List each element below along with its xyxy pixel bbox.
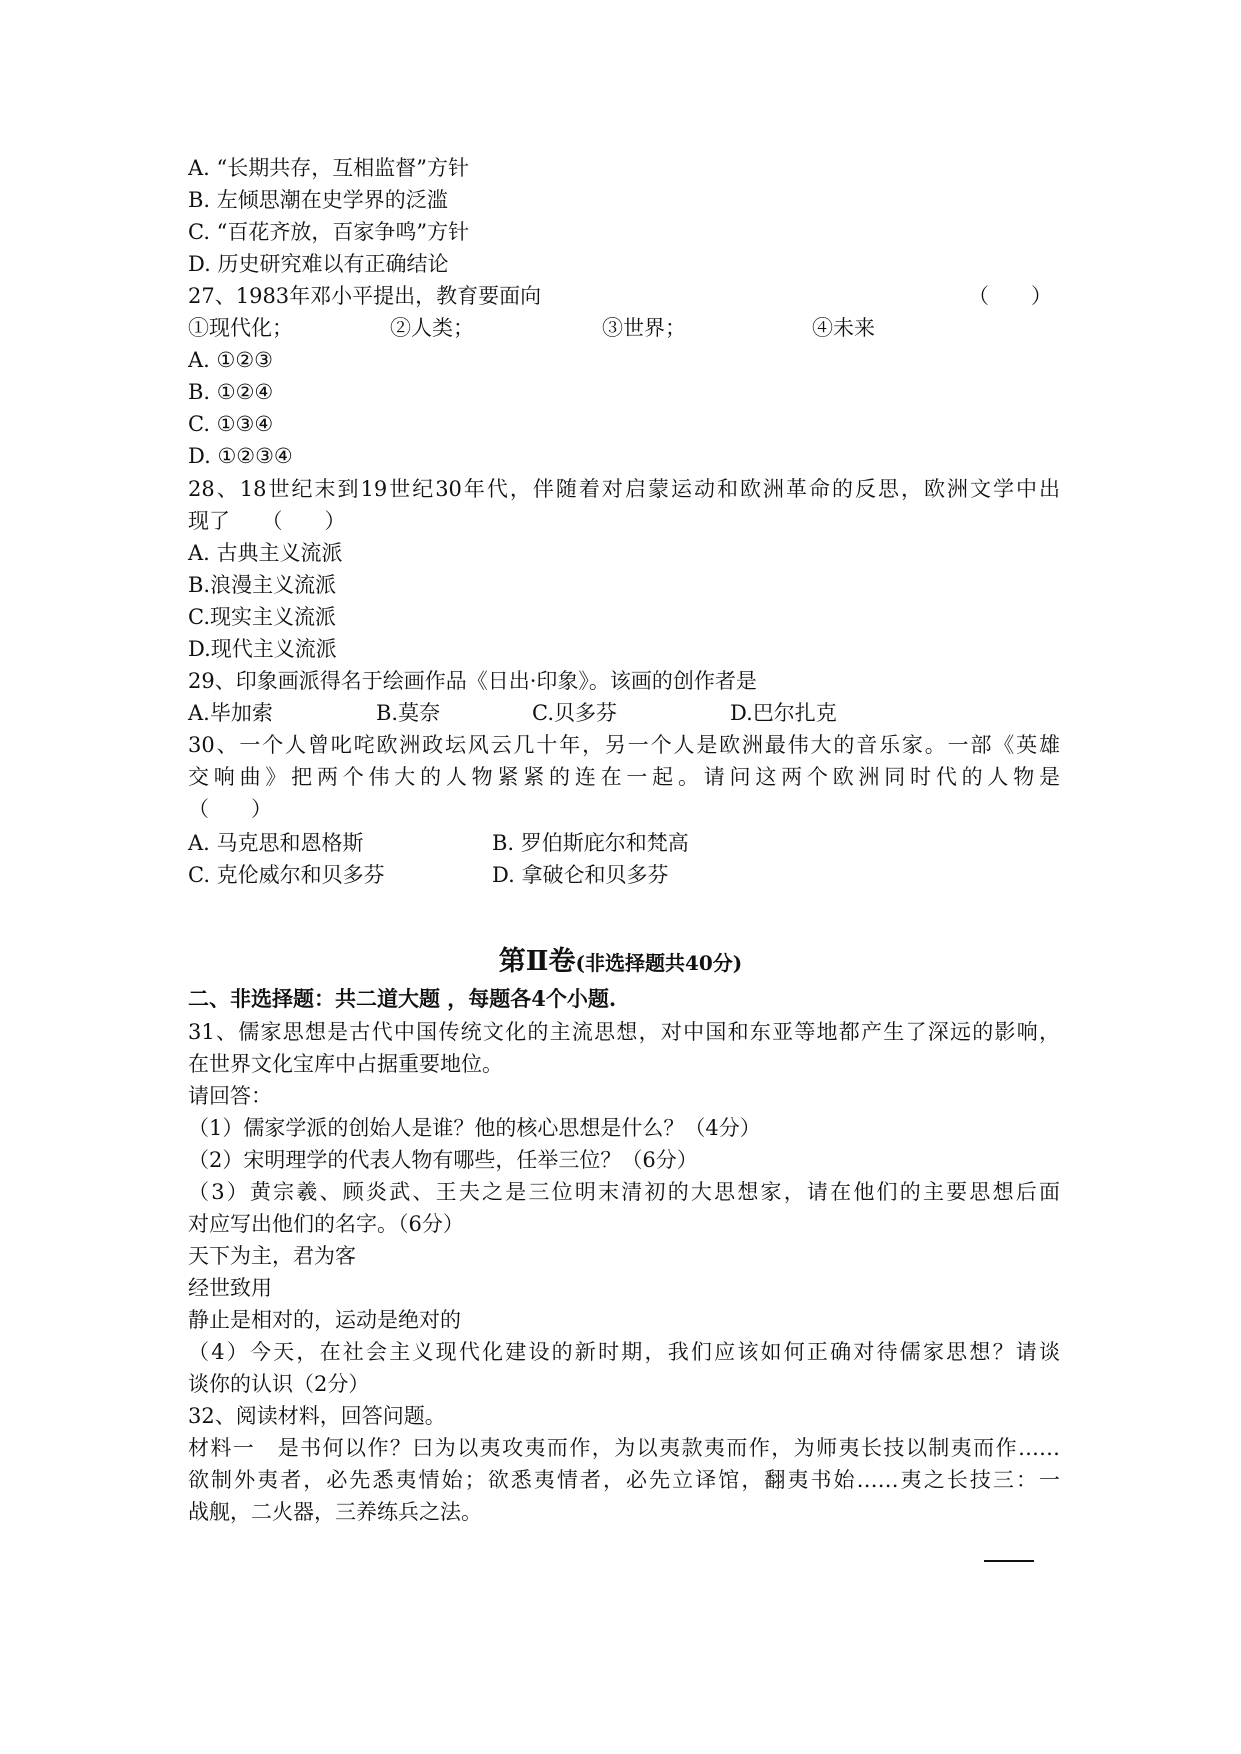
q31-sub3-line2: 对应写出他们的名字。（6分） xyxy=(188,1212,464,1236)
q31-sub2: （2）宋明理学的代表人物有哪些，任举三位？（6分） xyxy=(188,1148,698,1172)
q26-option-a: A. “长期共存，互相监督”方针 xyxy=(188,156,469,180)
q28-option-d: D.现代主义流派 xyxy=(188,637,337,661)
q28-option-b: B.浪漫主义流派 xyxy=(188,573,337,597)
part-title xyxy=(0,942,1241,983)
part-title-subtitle: (非选择题共40分) xyxy=(575,951,743,975)
q31-stem-line1: 31、儒家思想是古代中国传统文化的主流思想，对中国和东亚等地都产生了深远的影响， xyxy=(188,1020,1060,1044)
q30-option-a: A. 马克思和恩格斯 xyxy=(188,831,364,855)
q32-stem: 32、阅读材料，回答问题。 xyxy=(188,1404,446,1428)
q26-option-d: D. 历史研究难以有正确结论 xyxy=(188,252,449,276)
q29-option-c: C.贝多芬 xyxy=(532,701,617,725)
q29-option-b: B.莫奈 xyxy=(376,701,441,725)
attribution-dash xyxy=(984,1560,1034,1562)
q27-item-1: ①现代化； xyxy=(188,316,293,340)
q27-option-d: D. ①②③④ xyxy=(188,444,293,468)
section-heading: 二、非选择题：共二道大题 ，每题各4个小题. xyxy=(188,986,617,1011)
q28-stem-line1: 28、18世纪末到19世纪30年代，伴随着对启蒙运动和欧洲革命的反思，欧洲文学中出 xyxy=(188,477,1060,501)
q31-sub4-line2: 谈你的认识（2分） xyxy=(188,1372,370,1396)
q30-option-c: C. 克伦威尔和贝多芬 xyxy=(188,863,385,887)
q30-option-d: D. 拿破仑和贝多芬 xyxy=(492,863,669,887)
q28-option-a: A. 古典主义流派 xyxy=(188,541,343,565)
q31-stem-line2: 在世界文化宝库中占据重要地位。 xyxy=(188,1052,503,1076)
q31-sub1: （1）儒家学派的创始人是谁？他的核心思想是什么？（4分） xyxy=(188,1116,761,1140)
q30-answer-paren: （ ） xyxy=(188,797,272,821)
q29-stem: 29、印象画派得名于绘画作品《日出·印象》。该画的创作者是 xyxy=(188,669,757,693)
q32-material-line1: 材料一 是书何以作？曰为以夷攻夷而作，为以夷款夷而作，为师夷长技以制夷而作…… xyxy=(188,1436,1060,1460)
q27-option-a: A. ①②③ xyxy=(188,348,273,372)
q28-option-c: C.现实主义流派 xyxy=(188,605,336,629)
q27-option-c: C. ①③④ xyxy=(188,412,274,436)
q27-stem: 27、1983年邓小平提出，教育要面向 xyxy=(188,284,542,308)
q29-option-a: A.毕加索 xyxy=(188,701,273,725)
q31-prompt: 请回答： xyxy=(188,1084,272,1108)
q30-option-b: B. 罗伯斯庇尔和梵高 xyxy=(492,831,689,855)
q30-stem-line1: 30、一个人曾叱咤欧洲政坛风云几十年，另一个人是欧洲最伟大的音乐家。一部《英雄 xyxy=(188,733,1060,757)
q31-sub4-line1: （4）今天，在社会主义现代化建设的新时期，我们应该如何正确对待儒家思想？请谈 xyxy=(188,1340,1060,1364)
q27-item-4: ④未来 xyxy=(812,316,875,340)
q32-material-line2: 欲制外夷者，必先悉夷情始；欲悉夷情者，必先立译馆，翻夷书始……夷之长技三：一 xyxy=(188,1468,1060,1492)
q31-thought-1: 天下为主，君为客 xyxy=(188,1244,356,1268)
q26-option-b: B. 左倾思潮在史学界的泛滥 xyxy=(188,188,448,212)
q26-option-c: C. “百花齐放，百家争鸣”方针 xyxy=(188,220,470,244)
q27-option-b: B. ①②④ xyxy=(188,380,274,404)
q27-item-3: ③世界； xyxy=(602,316,686,340)
q31-thought-3: 静止是相对的，运动是绝对的 xyxy=(188,1308,461,1332)
q30-stem-line2: 交响曲》把两个伟大的人物紧紧的连在一起。请问这两个欧洲同时代的人物是 xyxy=(188,765,1060,789)
part-title-main: 第Ⅱ卷 xyxy=(498,946,576,977)
q31-sub3-line1: （3）黄宗羲、顾炎武、王夫之是三位明末清初的大思想家，请在他们的主要思想后面 xyxy=(188,1180,1060,1204)
q27-answer-paren: （ ） xyxy=(968,284,1052,308)
q31-thought-2: 经世致用 xyxy=(188,1276,272,1300)
q27-item-2: ②人类； xyxy=(390,316,474,340)
q29-option-d: D.巴尔扎克 xyxy=(730,701,837,725)
q32-material-line3: 战舰，二火器，三养练兵之法。 xyxy=(188,1500,482,1524)
q28-stem-line2: 现了 （ ） xyxy=(188,509,346,533)
